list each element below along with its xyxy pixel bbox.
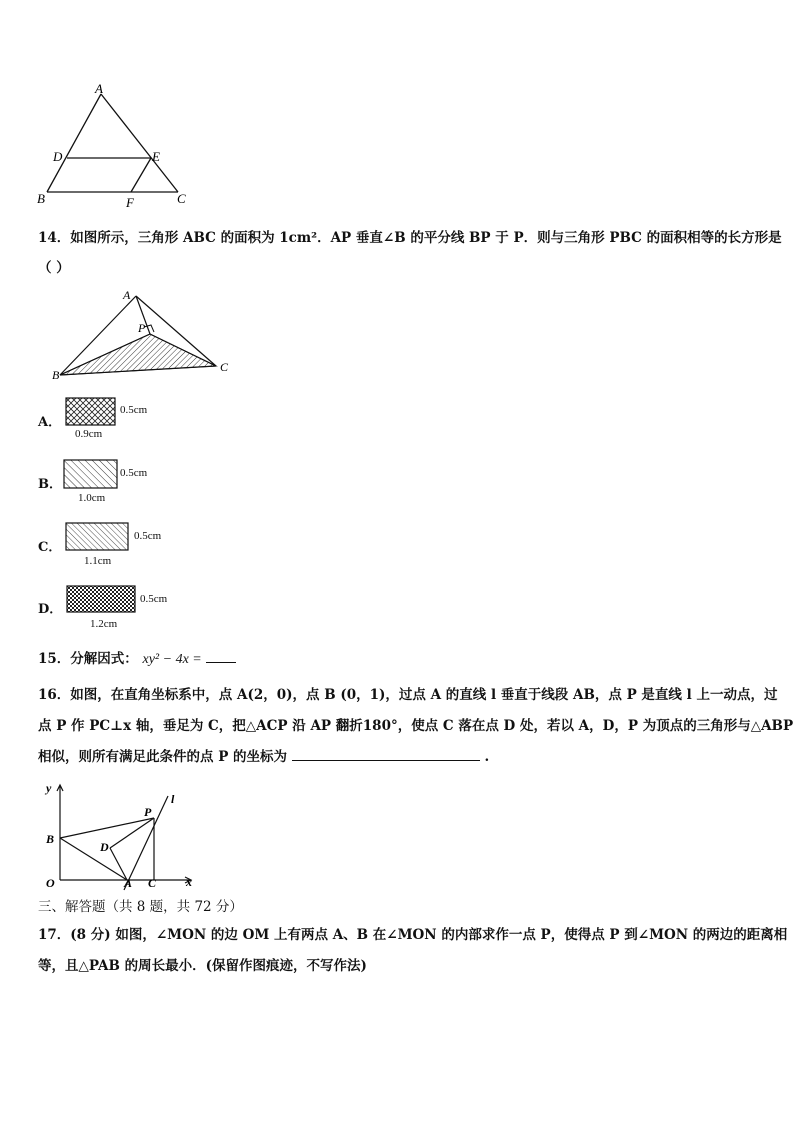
fig13-label-a: A (95, 82, 103, 96)
fig16-label-p: P (144, 805, 152, 819)
q14-option-a-height: 0.5cm (120, 404, 148, 416)
fig13-label-f: F (126, 195, 134, 210)
fig13-label-b: B (37, 191, 45, 206)
q14-option-b-label: B． (38, 477, 62, 492)
q14-option-d-width: 1.2cm (90, 618, 118, 630)
section3-title: 三、解答题（共 8 题，共 72 分） (38, 899, 243, 915)
fig16-label-a: A (124, 876, 133, 890)
q14-line2: （ ） (38, 260, 70, 276)
fig14-label-b: B (52, 368, 60, 382)
fig13-triangle-diagram (30, 82, 200, 210)
q16-line3 (38, 747, 489, 767)
fig14-label-p: P (138, 321, 146, 335)
fig14-label-c: C (220, 360, 229, 374)
fig16-label-x: x (186, 875, 192, 889)
q14-option-b-height: 0.5cm (120, 467, 148, 479)
fig13-label-d: D (53, 149, 63, 164)
q16-line3-text: 相似，则所有满足此条件的点 P 的坐标为 (38, 749, 288, 765)
q16-line2: 点 P 作 PC⊥x 轴，垂足为 C，把△ACP 沿 AP 翻折180°，使点 C 落在点 D 处，若以 A，D，P 为顶点的三角形与△ABP (38, 718, 794, 734)
fig14-label-a: A (123, 288, 131, 302)
q14-option-c-rectangle (65, 522, 131, 552)
q14-option-d-rectangle (66, 585, 138, 615)
fig16-label-d: D (100, 840, 109, 854)
q15-text: 15．分解因式： (38, 651, 138, 667)
fig14-triangle-diagram (46, 287, 246, 387)
q14-option-d-height: 0.5cm (140, 593, 168, 605)
q14-option-a-rectangle (65, 397, 117, 427)
q14-option-d-label: D． (38, 602, 63, 617)
q14-option-c-width: 1.1cm (84, 555, 112, 567)
fig16-label-c: C (148, 876, 157, 890)
q14-line1: 14．如图所示，三角形 ABC 的面积为 1cm²．AP 垂直∠B 的平分线 BP 于 P．则与三角形 PBC 的面积相等的长方形是 (38, 230, 782, 246)
fig13-label-c: C (177, 191, 186, 206)
fig16-coordinate-diagram (38, 778, 200, 894)
q17-line2: 等，且△PAB 的周长最小．(保留作图痕迹，不写作法) (38, 958, 367, 974)
q14-option-c-height: 0.5cm (134, 530, 162, 542)
q16-answer-blank[interactable] (292, 760, 480, 761)
fig16-label-b: B (46, 832, 55, 846)
q17-line1: 17．(8 分) 如图，∠MON 的边 OM 上有两点 A、B 在∠MON 的内部求作一点 P，使得点 P 到∠MON 的两边的距离相 (38, 927, 788, 943)
q14-option-b-rectangle (63, 459, 119, 489)
q14-option-c-label: C． (38, 540, 62, 555)
fig16-label-l: l (171, 792, 175, 806)
q15-expression: xy² − 4x = (142, 652, 202, 667)
fig13-label-e: E (152, 149, 160, 164)
fig16-label-o: O (46, 876, 55, 890)
q14-option-a-label: A． (38, 415, 62, 430)
q14-option-a-width: 0.9cm (75, 428, 103, 440)
q14-option-b-width: 1.0cm (78, 492, 106, 504)
q15-answer-blank[interactable] (206, 662, 236, 663)
q16-line1: 16．如图，在直角坐标系中，点 A(2，0)，点 B (0，1)，过点 A 的直线 l 垂直于线段 AB，点 P 是直线 l 上一动点，过 (38, 687, 778, 703)
fig16-label-y: y (46, 781, 52, 795)
q16-line3-end: . (484, 749, 490, 765)
q15-line (38, 649, 236, 670)
